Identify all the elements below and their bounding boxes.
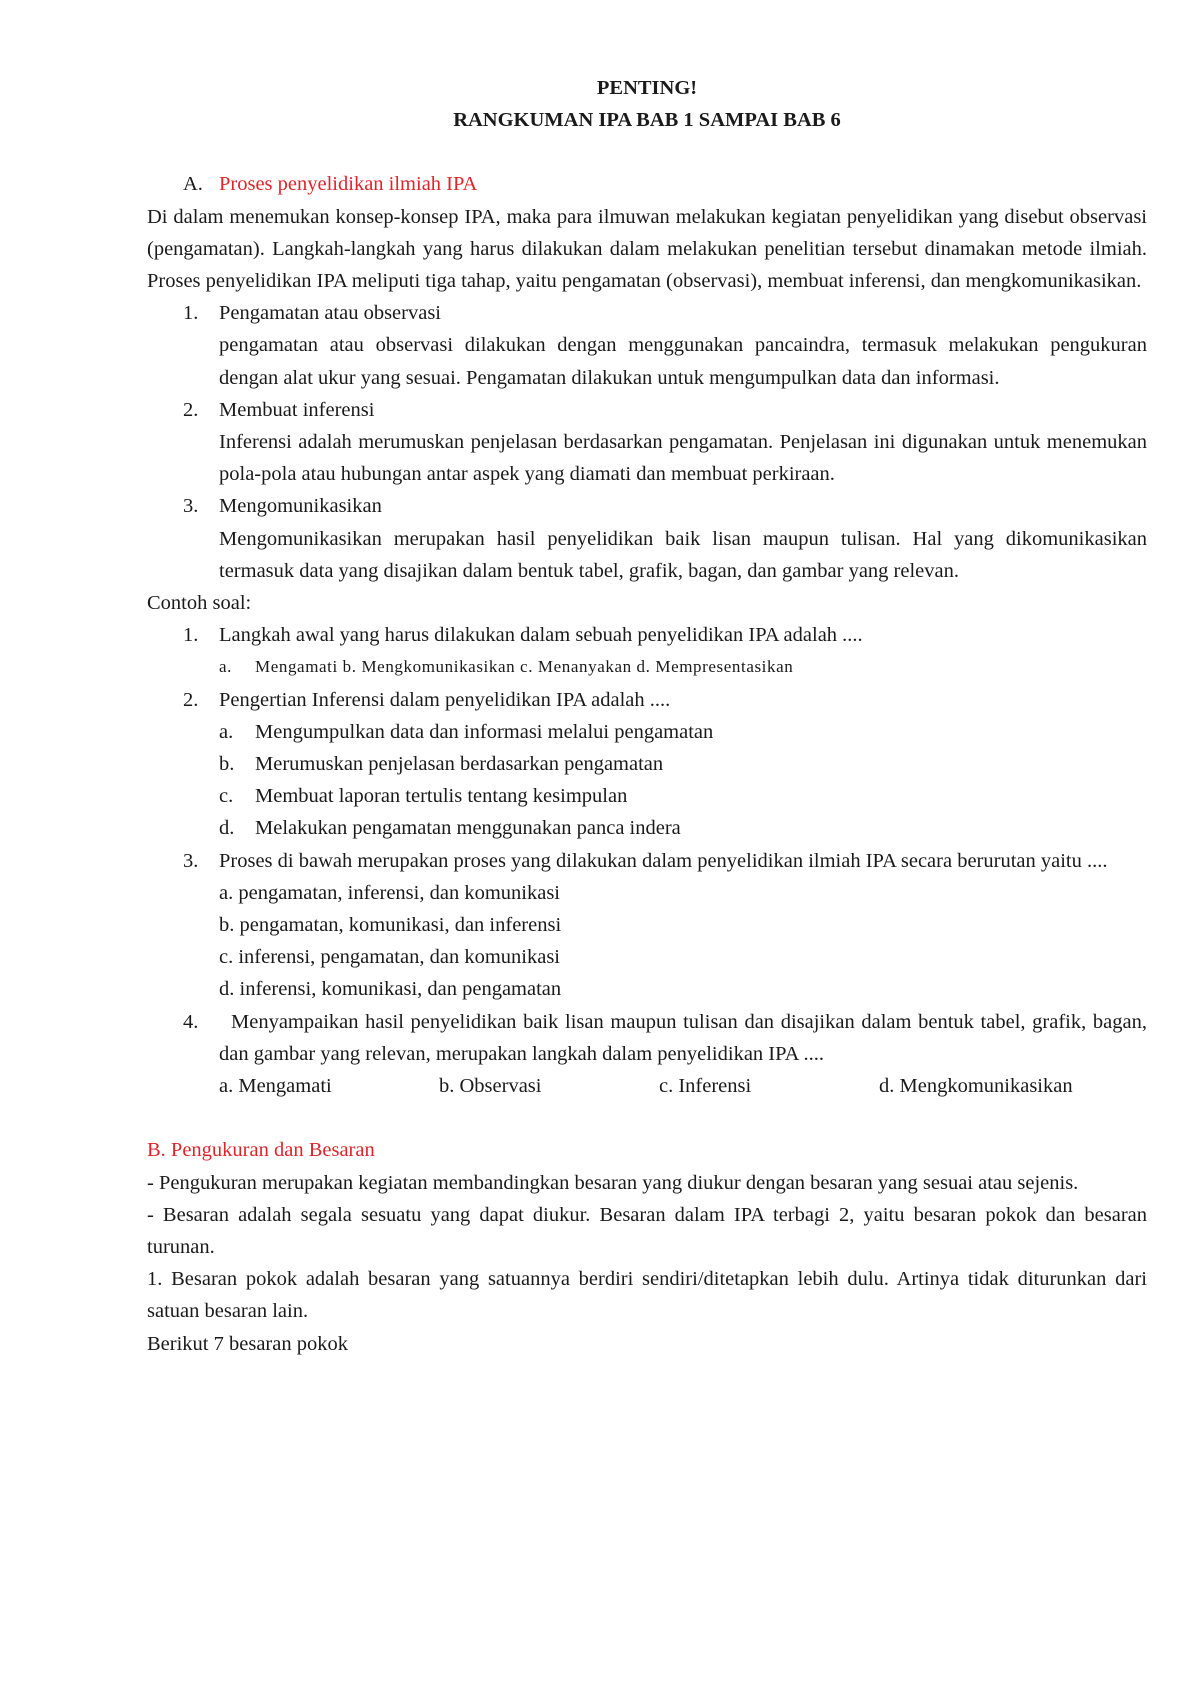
question-3-option: d. inferensi, komunikasi, dan pengamatan — [219, 978, 562, 1001]
option-text: Mengumpulkan data dan informasi melalui pengamatan — [255, 720, 714, 743]
question-1 — [147, 619, 1147, 651]
question-4-num: 4. — [183, 1010, 199, 1033]
question-3-option: a. pengamatan, inferensi, dan komunikasi — [219, 881, 560, 904]
option-letter: c. — [219, 785, 234, 808]
step-2 — [147, 394, 1147, 491]
step-2-body: Inferensi adalah merumuskan penjelasan berdasarkan pengamatan. Penjelasan ini digunakan untuk menemukan pola-pola atau hubungan antar aspek yang diamati dan membuat perkiraan. — [219, 431, 1147, 486]
question-2-option — [147, 716, 1147, 748]
step-1-title: Pengamatan atau observasi — [219, 302, 442, 325]
option-letter: a. — [219, 720, 234, 743]
question-3-option: b. pengamatan, komunikasi, dan inferensi — [219, 914, 562, 937]
doc-title-line1: PENTING! — [596, 77, 698, 99]
step-1 — [147, 297, 1147, 394]
question-2-option — [147, 812, 1147, 844]
question-3-num: 3. — [183, 849, 199, 872]
question-3-option: c. inferensi, pengamatan, dan komunikasi — [219, 946, 560, 969]
question-2-text: Pengertian Inferensi dalam penyelidikan IPA adalah .... — [219, 688, 671, 711]
section-a-intro: Di dalam menemukan konsep-konsep IPA, maka para ilmuwan melakukan kegiatan penyelidikan yang disebut observasi (pengamatan). Langkah-langkah yang harus dilakukan dalam melakukan penelitian tersebut dinamakan metode ilmiah. Proses penyelidikan IPA meliputi tiga tahap, yaitu pengamatan (observasi), membuat inferensi, dan mengkomunikasikan. — [147, 205, 1147, 293]
step-3-title: Mengomunikasikan — [219, 495, 382, 518]
step-2-num: 2. — [183, 398, 199, 421]
section-b-title: B. Pengukuran dan Besaran — [147, 1139, 375, 1162]
document-content — [147, 72, 1147, 1360]
question-2-option — [147, 748, 1147, 780]
section-b-paragraph-4: Berikut 7 besaran pokok — [147, 1332, 348, 1355]
question-4-options — [147, 1070, 1147, 1102]
section-a-heading — [147, 168, 1147, 200]
section-a-title: Proses penyelidikan ilmiah IPA — [219, 173, 478, 196]
doc-title-line2: RANGKUMAN IPA BAB 1 SAMPAI BAB 6 — [453, 109, 841, 132]
question-4-option: a. Mengamati — [219, 1075, 332, 1098]
question-1-options — [147, 651, 1147, 683]
step-3-body: Mengomunikasikan merupakan hasil penyelidikan baik lisan maupun tulisan. Hal yang dikomunikasikan termasuk data yang disajikan dalam bentuk tabel, grafik, bagan, dan gambar yang relevan. — [219, 527, 1147, 582]
option-text: Membuat laporan tertulis tentang kesimpulan — [255, 785, 628, 808]
question-1-option-letter: a. — [219, 657, 232, 677]
question-1-options-line: Mengamati b. Mengkomunikasikan c. Menanyakan d. Mempresentasikan — [255, 657, 794, 677]
question-3 — [147, 845, 1147, 877]
question-1-num: 1. — [183, 624, 199, 647]
question-4-option: c. Inferensi — [659, 1075, 752, 1098]
question-4-option: d. Mengkomunikasikan — [879, 1075, 1073, 1098]
section-a-letter: A. — [183, 173, 203, 196]
question-4 — [147, 1006, 1147, 1070]
question-3-text: Proses di bawah merupakan proses yang dilakukan dalam penyelidikan ilmiah IPA secara berurutan yaitu .... — [219, 849, 1108, 872]
option-text: Melakukan pengamatan menggunakan panca indera — [255, 817, 681, 840]
step-1-body: pengamatan atau observasi dilakukan dengan menggunakan pancaindra, termasuk melakukan pengukuran dengan alat ukur yang sesuai. Pengamatan dilakukan untuk mengumpulkan data dan informasi. — [219, 334, 1147, 389]
question-2-option — [147, 780, 1147, 812]
section-b-paragraph-1: - Pengukuran merupakan kegiatan membandingkan besaran yang diukur dengan besaran yang sesuai atau sejenis. — [147, 1171, 1079, 1194]
option-text: Merumuskan penjelasan berdasarkan pengamatan — [255, 753, 664, 776]
section-b-paragraph-2: - Besaran adalah segala sesuatu yang dapat diukur. Besaran dalam IPA terbagi 2, yaitu besaran pokok dan besaran turunan. — [147, 1203, 1147, 1258]
question-1-text: Langkah awal yang harus dilakukan dalam sebuah penyelidikan IPA adalah .... — [219, 624, 863, 647]
question-4-option: b. Observasi — [439, 1075, 542, 1098]
section-b-paragraph-3: 1. Besaran pokok adalah besaran yang satuannya berdiri sendiri/ditetapkan lebih dulu. Artinya tidak diturunkan dari satuan besaran lain. — [147, 1268, 1147, 1323]
question-2 — [147, 684, 1147, 716]
option-letter: d. — [219, 817, 235, 840]
step-2-title: Membuat inferensi — [219, 398, 375, 421]
question-2-num: 2. — [183, 688, 199, 711]
step-1-num: 1. — [183, 302, 199, 325]
option-letter: b. — [219, 753, 235, 776]
example-label: Contoh soal: — [147, 592, 252, 615]
question-4-text: Menyampaikan hasil penyelidikan baik lisan maupun tulisan dan disajikan dalam bentuk tabel, grafik, bagan, dan gambar yang relevan, merupakan langkah dalam penyelidikan IPA .... — [219, 1010, 1147, 1065]
step-3-num: 3. — [183, 495, 199, 518]
step-3 — [147, 490, 1147, 587]
